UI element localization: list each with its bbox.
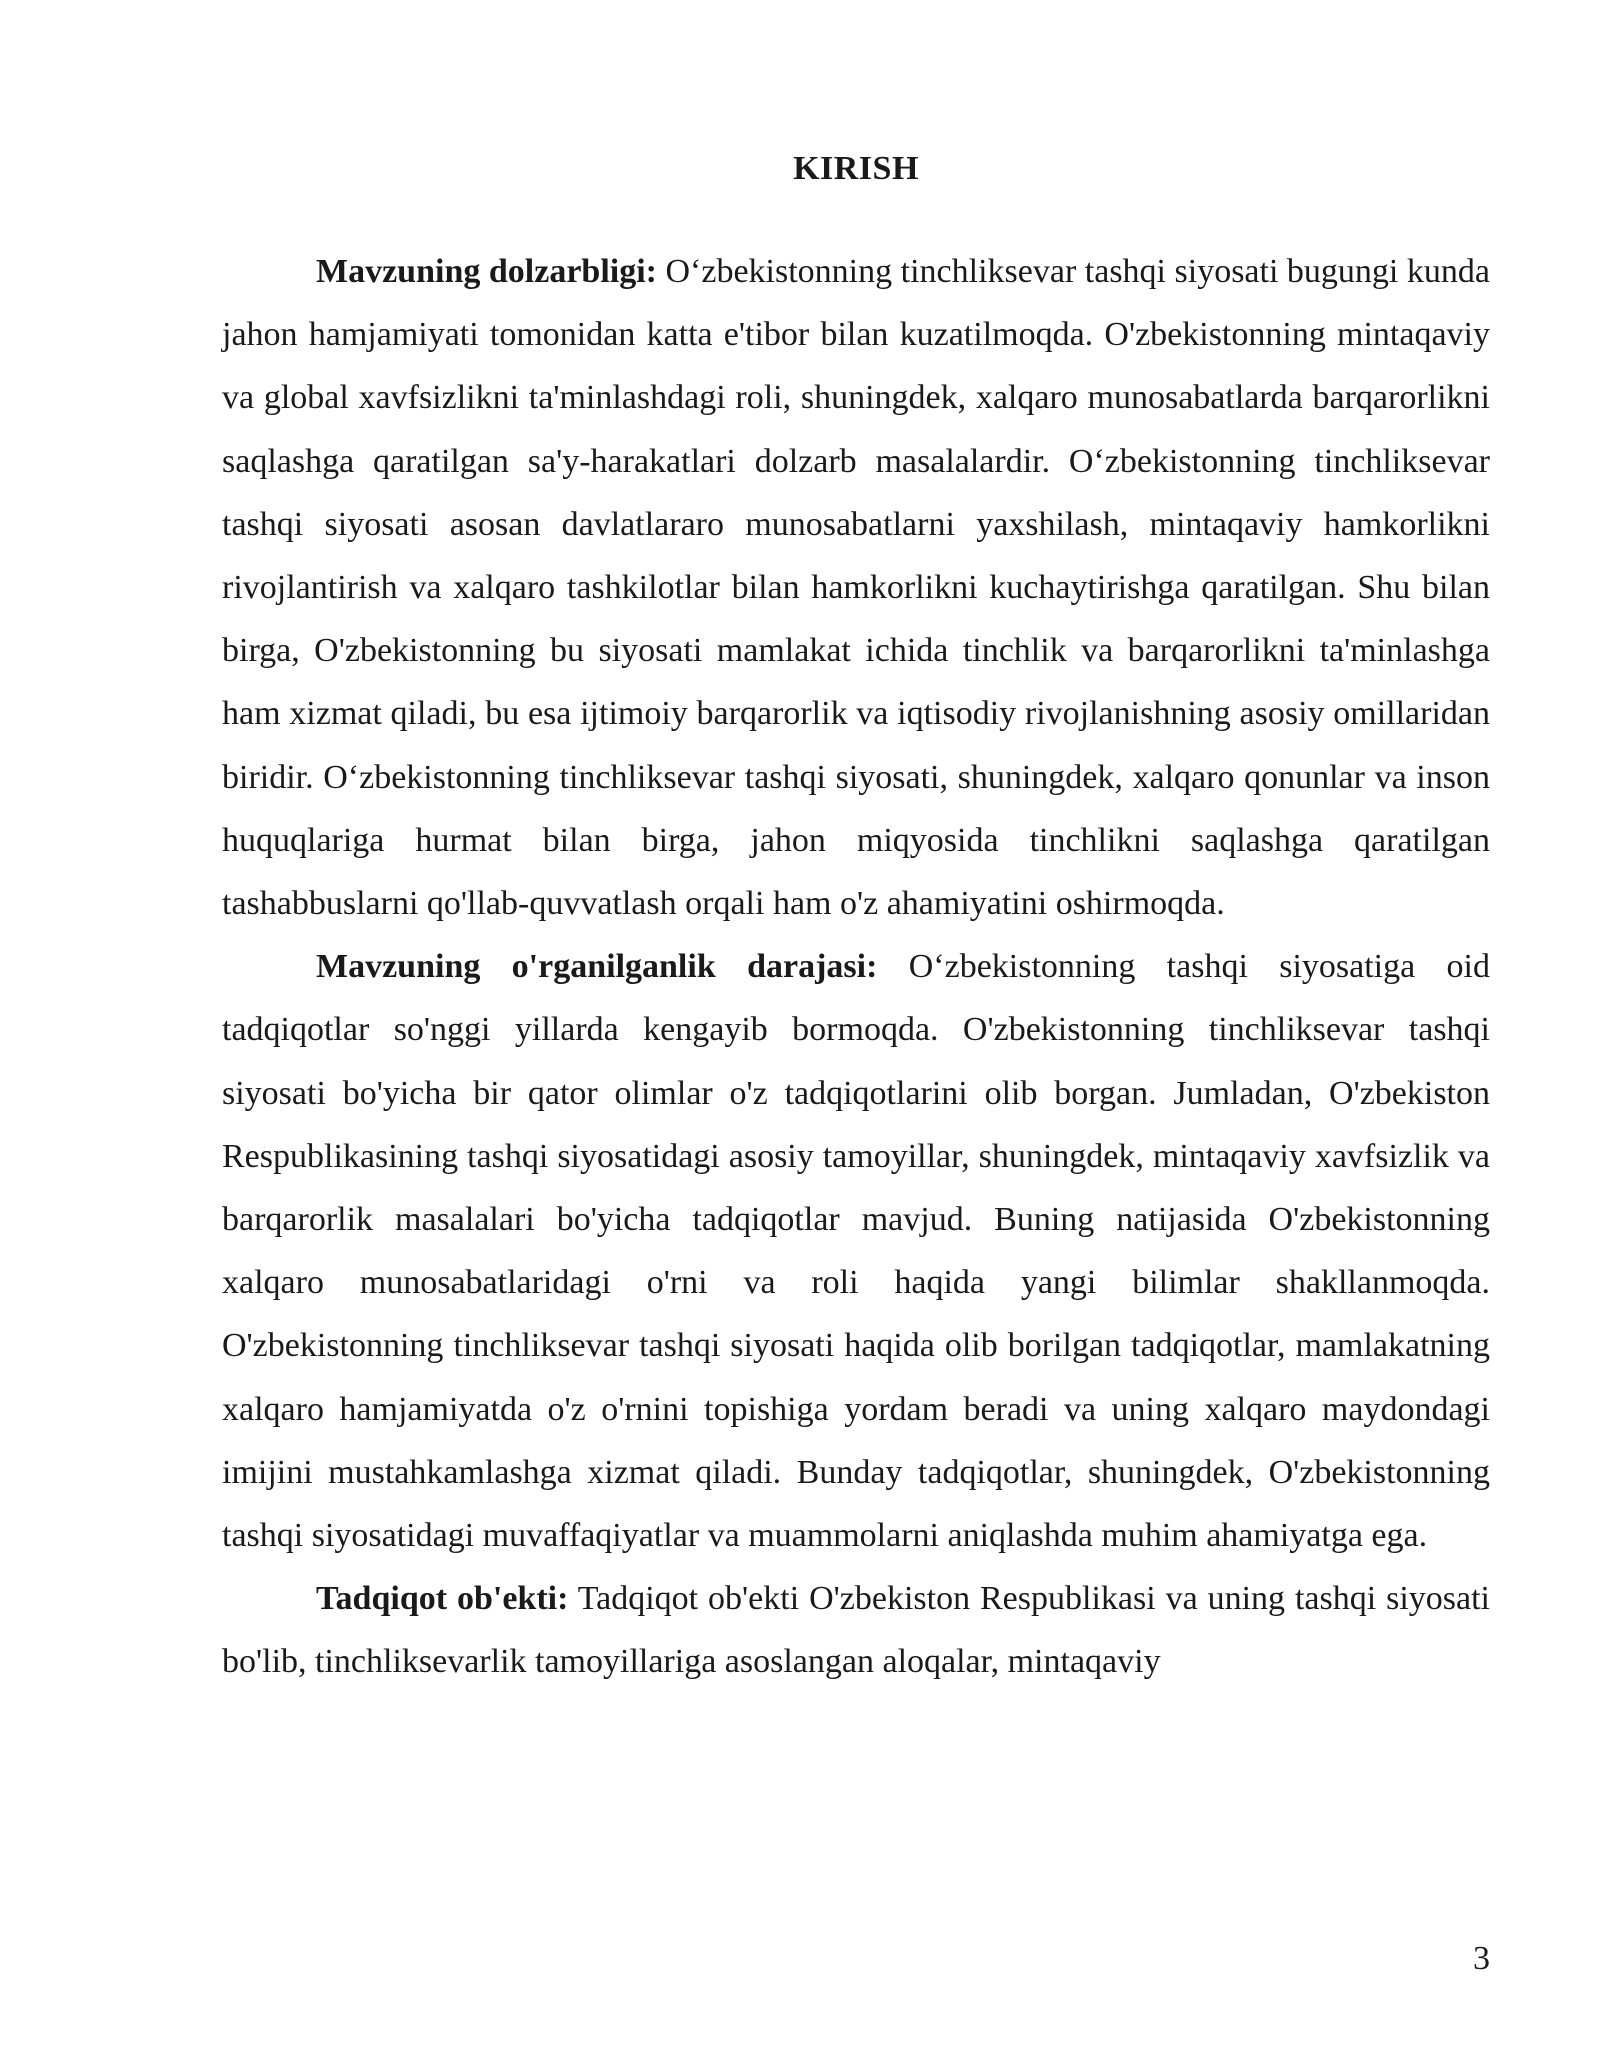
paragraph-text: O‘zbekistonning tashqi siyosatiga oid tadqiqotlar so'nggi yillarda kengayib bormoqda. O'zbekistonning tinchliksevar tashqi siyosati bo'yicha bir qator olimlar o'z tadqiqotlarini olib borgan. Jumladan, O'zbekiston Respublikasining tashqi siyosatidagi asosiy tamoyillar, shuningdek, mintaqaviy xavfsizlik va barqarorlik masalalari bo'yicha tadqiqotlar mavjud. Buning natijasida O'zbekistonning xalqaro munosabatlaridagi o'rni va roli haqida yangi bilimlar shakllanmoqda. O'zbekistonning tinchliksevar tashqi siyosati haqida olib borilgan tadqiqotlar, mamlakatning xalqaro hamjamiyatda o'z o'rnini topishiga yordam beradi va uning xalqaro maydondagi imijini mustahkamlashga xizmat qiladi. Bunday tadqiqotlar, shuningdek, O'zbekistonning tashqi siyosatidagi muvaffaqiyatlar va muammolarni aniqlashda muhim ahamiyatga ega. bbox=[222, 948, 1490, 1555]
paragraph-lead: Mavzuning dolzarbligi: bbox=[316, 253, 657, 290]
paragraph-lead: Mavzuning o'rganilganlik darajasi: bbox=[316, 948, 878, 986]
paragraph-research-object bbox=[222, 1567, 1490, 1693]
paragraph-text: O‘zbekistonning tinchliksevar tashqi siyosati bugungi kunda jahon hamjamiyati tomonidan katta e'tibor bilan kuzatilmoqda. O'zbekistonning mintaqaviy va global xavfsizlikni ta'minlashdagi roli, shuningdek, xalqaro munosabatlarda barqarorlikni saqlashga qaratilgan sa'y-harakatlari dolzarb masalalardir. O‘zbekistonning tinchliksevar tashqi siyosati asosan davlatlararo munosabatlarni yaxshilash, mintaqaviy hamkorlikni rivojlantirish va xalqaro tashkilotlar bilan hamkorlikni kuchaytirishga qaratilgan. Shu bilan birga, O'zbekistonning bu siyosati mamlakat ichida tinchlik va barqarorlikni ta'minlashga ham xizmat qiladi, bu esa ijtimoiy barqarorlik va iqtisodiy rivojlanishning asosiy omillaridan biridir. O‘zbekistonning tinchliksevar tashqi siyosati, shuningdek, xalqaro qonunlar va inson huquqlariga hurmat bilan birga, jahon miqyosida tinchlikni saqlashga qaratilgan tashabbuslarni qo'llab-quvvatlash orqali ham o'z ahamiyatini oshirmoqda. bbox=[222, 253, 1490, 923]
section-heading: KIRISH bbox=[793, 150, 919, 187]
document-body bbox=[222, 240, 1490, 1694]
page-number: 3 bbox=[1473, 1940, 1490, 1977]
paragraph-study-level bbox=[222, 935, 1490, 1567]
paragraph-relevance bbox=[222, 240, 1490, 935]
paragraph-text: Tadqiqot ob'ekti O'zbekiston Respublikasi va uning tashqi siyosati bo'lib, tinchliksevarlik tamoyillariga asoslangan aloqalar, mintaqaviy bbox=[222, 1580, 1491, 1681]
paragraph-lead: Tadqiqot ob'ekti: bbox=[316, 1580, 569, 1618]
